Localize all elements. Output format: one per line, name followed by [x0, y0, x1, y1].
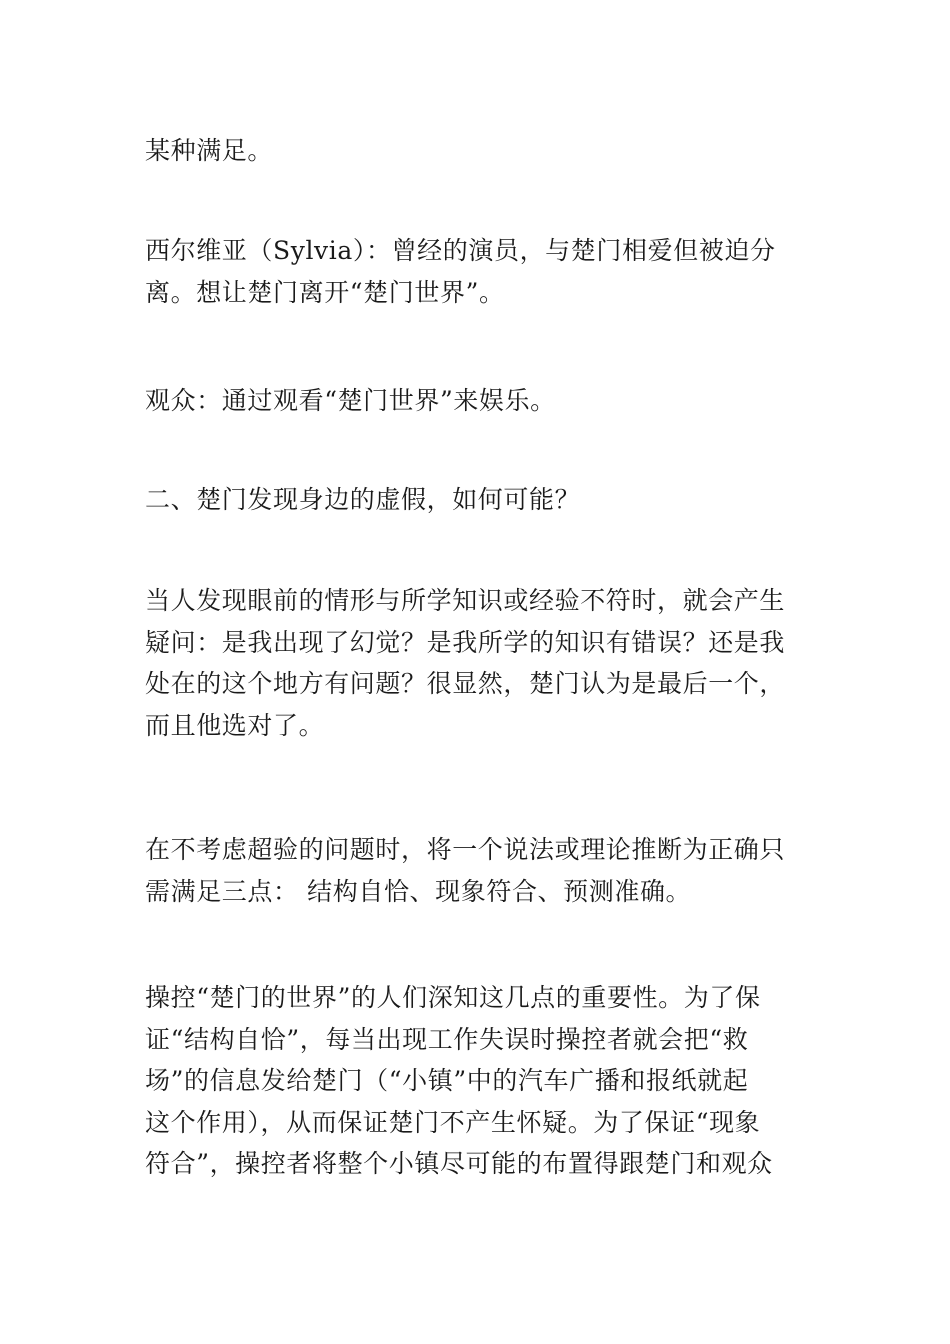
text-line: 在不考虑超验的问题时，将一个说法或理论推断为正确只: [145, 835, 786, 864]
text-line: 场”的信息发给楚门（“小镇”中的汽车广播和报纸就起: [145, 1066, 749, 1095]
text-line: 处在的这个地方有问题？很显然，楚门认为是最后一个，: [145, 669, 786, 698]
text-line: 观众：通过观看“楚门世界”来娱乐。: [145, 386, 556, 415]
text-line: 某种满足。: [145, 136, 274, 165]
text-line: 证“结构自恰”，每当出现工作失误时操控者就会把“救: [145, 1024, 749, 1054]
paragraph-discovery: [145, 580, 810, 746]
text-line: 符合”，操控者将整个小镇尽可能的布置得跟楚门和观众: [145, 1149, 773, 1178]
paragraph-audience: [145, 380, 810, 422]
paragraph-sylvia: [145, 230, 810, 313]
text-line: 离。想让楚门离开“楚门世界”。: [145, 277, 505, 307]
text-line: 这个作用），从而保证楚门不产生怀疑。为了保证“现象: [145, 1107, 761, 1137]
text-line: 而且他选对了。: [145, 710, 325, 740]
text-line: 需满足三点： 结构自恰、现象符合、预测准确。: [145, 876, 692, 906]
section-heading: [145, 479, 810, 521]
text-line: 二、楚门发现身边的虚假，如何可能？: [145, 485, 581, 514]
text-line: 疑问：是我出现了幻觉？是我所学的知识有错误？还是我: [145, 627, 786, 657]
text-line: 操控“楚门的世界”的人们深知这几点的重要性。为了保: [145, 983, 761, 1012]
paragraph-controllers: [145, 977, 810, 1185]
text-line: 西尔维亚（Sylvia）：曾经的演员，与楚门相爱但被迫分: [145, 236, 776, 265]
paragraph-three-criteria: [145, 829, 810, 912]
text-line: 当人发现眼前的情形与所学知识或经验不符时，就会产生: [145, 586, 786, 615]
paragraph-satisfaction: [145, 130, 810, 172]
